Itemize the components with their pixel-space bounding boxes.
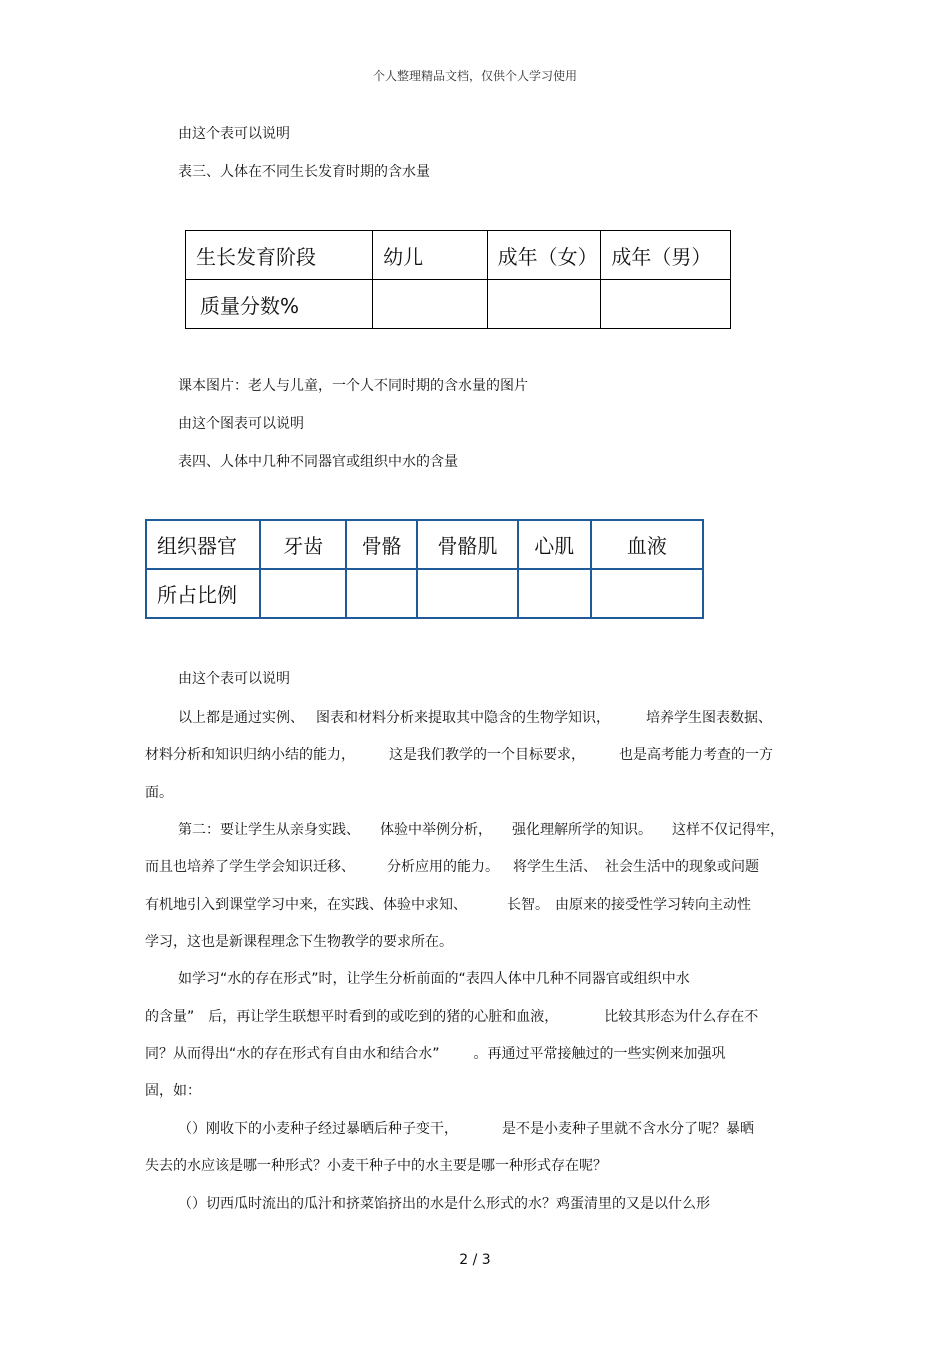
text-line: 失去的水应该是哪一种形式？小麦干种子中的水主要是哪一种形式存在呢？ — [145, 1158, 607, 1174]
table-cell-empty — [601, 280, 731, 329]
text-run: 的含量” — [145, 1009, 195, 1025]
text-line — [178, 1119, 754, 1139]
table-cell-empty — [260, 569, 346, 618]
text-run: 以上都是通过实例、 — [178, 710, 304, 726]
table-cell-empty — [417, 569, 517, 618]
table-row-label: 质量分数% — [186, 280, 373, 329]
text-run: 分析应用的能力。 — [387, 859, 499, 875]
table-row — [146, 569, 703, 618]
table-cell-empty — [591, 569, 703, 618]
text-line — [178, 708, 772, 728]
table-header-cell: 骨骼肌 — [417, 520, 517, 569]
text-run: 图表和材料分析来提取其中隐含的生物学知识， — [316, 710, 610, 726]
text-line: （）切西瓜时流出的瓜汁和挤菜馅挤出的水是什么形式的水？鸡蛋清里的又是以什么形 — [178, 1196, 710, 1212]
text-run: 材料分析和知识归纳小结的能力， — [145, 747, 355, 763]
text-run: 体验中举例分析， — [380, 822, 492, 838]
table-header-cell: 牙齿 — [260, 520, 346, 569]
text-run: （）刚收下的小麦种子经过暴晒后种子变干， — [178, 1121, 458, 1137]
table-row-label: 所占比例 — [146, 569, 260, 618]
text-run: 后，再让学生联想平时看到的或吃到的猪的心脏和血液， — [208, 1009, 559, 1025]
table-header-cell: 成年（男） — [601, 231, 731, 280]
table-header-cell: 成年（女） — [487, 231, 601, 280]
text-run: 是不是小麦种子里就不含水分了呢？暴晒 — [502, 1121, 754, 1137]
table-header-cell: 骨骼 — [346, 520, 417, 569]
text-run: 培养学生图表数据、 — [646, 710, 772, 726]
text-run: 由原来的接受性学习转向主动性 — [555, 897, 751, 913]
table4-title: 表四、人体中几种不同器官或组织中水的含量 — [178, 454, 458, 470]
text-line — [145, 745, 773, 765]
table-header-cell: 血液 — [591, 520, 703, 569]
table-row — [146, 520, 703, 569]
table-cell-empty — [487, 280, 601, 329]
text-run: 比较其形态为什么存在不 — [604, 1009, 759, 1025]
text-run: 这是我们教学的一个目标要求， — [389, 747, 585, 763]
text-line: 学习，这也是新课程理念下生物教学的要求所在。 — [145, 934, 453, 950]
text-line — [145, 857, 759, 877]
table-header-cell: 组织器官 — [146, 520, 260, 569]
text-run: 也是高考能力考查的一方 — [619, 747, 773, 763]
table-header-cell: 生长发育阶段 — [186, 231, 373, 280]
table-row — [186, 231, 731, 280]
text-line: 如学习“水的存在形式”时，让学生分析前面的“表四人体中几种不同器官或组织中水 — [178, 971, 690, 987]
text-run: 而且也培养了学生学会知识迁移、 — [145, 859, 355, 875]
text-run: 。再通过平常接触过的一些实例来加强巩 — [473, 1046, 726, 1062]
text-line: 面。 — [145, 785, 173, 801]
text-line: 固，如： — [145, 1083, 201, 1099]
text-run: 第二：要让学生从亲身实践、 — [178, 822, 360, 838]
table-cell-empty — [373, 280, 487, 329]
text-run: 同？从而得出“水的存在形式有自由水和结合水” — [145, 1046, 440, 1062]
table-header-cell: 幼儿 — [373, 231, 487, 280]
text-line: 由这个表可以说明 — [178, 671, 290, 687]
text-line — [145, 895, 751, 915]
page-number: 2 / 3 — [459, 1252, 491, 1268]
table3 — [185, 230, 731, 329]
text-run: 长智。 — [507, 897, 549, 913]
text-run: 有机地引入到课堂学习中来，在实践、体验中求知、 — [145, 897, 467, 913]
table-cell-empty — [518, 569, 591, 618]
table4 — [145, 519, 704, 619]
text-line: 由这个表可以说明 — [178, 126, 290, 142]
text-line — [145, 1044, 726, 1064]
text-run: 这样不仅记得牢， — [672, 822, 784, 838]
text-run: 社会生活中的现象或问题 — [605, 859, 759, 875]
table-cell-empty — [346, 569, 417, 618]
text-line: 由这个图表可以说明 — [178, 416, 304, 432]
text-run: 将学生生活、 — [513, 859, 597, 875]
table-header-cell: 心肌 — [518, 520, 591, 569]
table-row — [186, 280, 731, 329]
text-line — [178, 820, 784, 840]
text-line: 课本图片：老人与儿童，一个人不同时期的含水量的图片 — [178, 378, 528, 394]
page-header: 个人整理精品文档，仅供个人学习使用 — [372, 69, 577, 83]
table3-title: 表三、人体在不同生长发育时期的含水量 — [178, 164, 430, 180]
text-line — [145, 1007, 758, 1027]
text-run: 强化理解所学的知识。 — [512, 822, 652, 838]
